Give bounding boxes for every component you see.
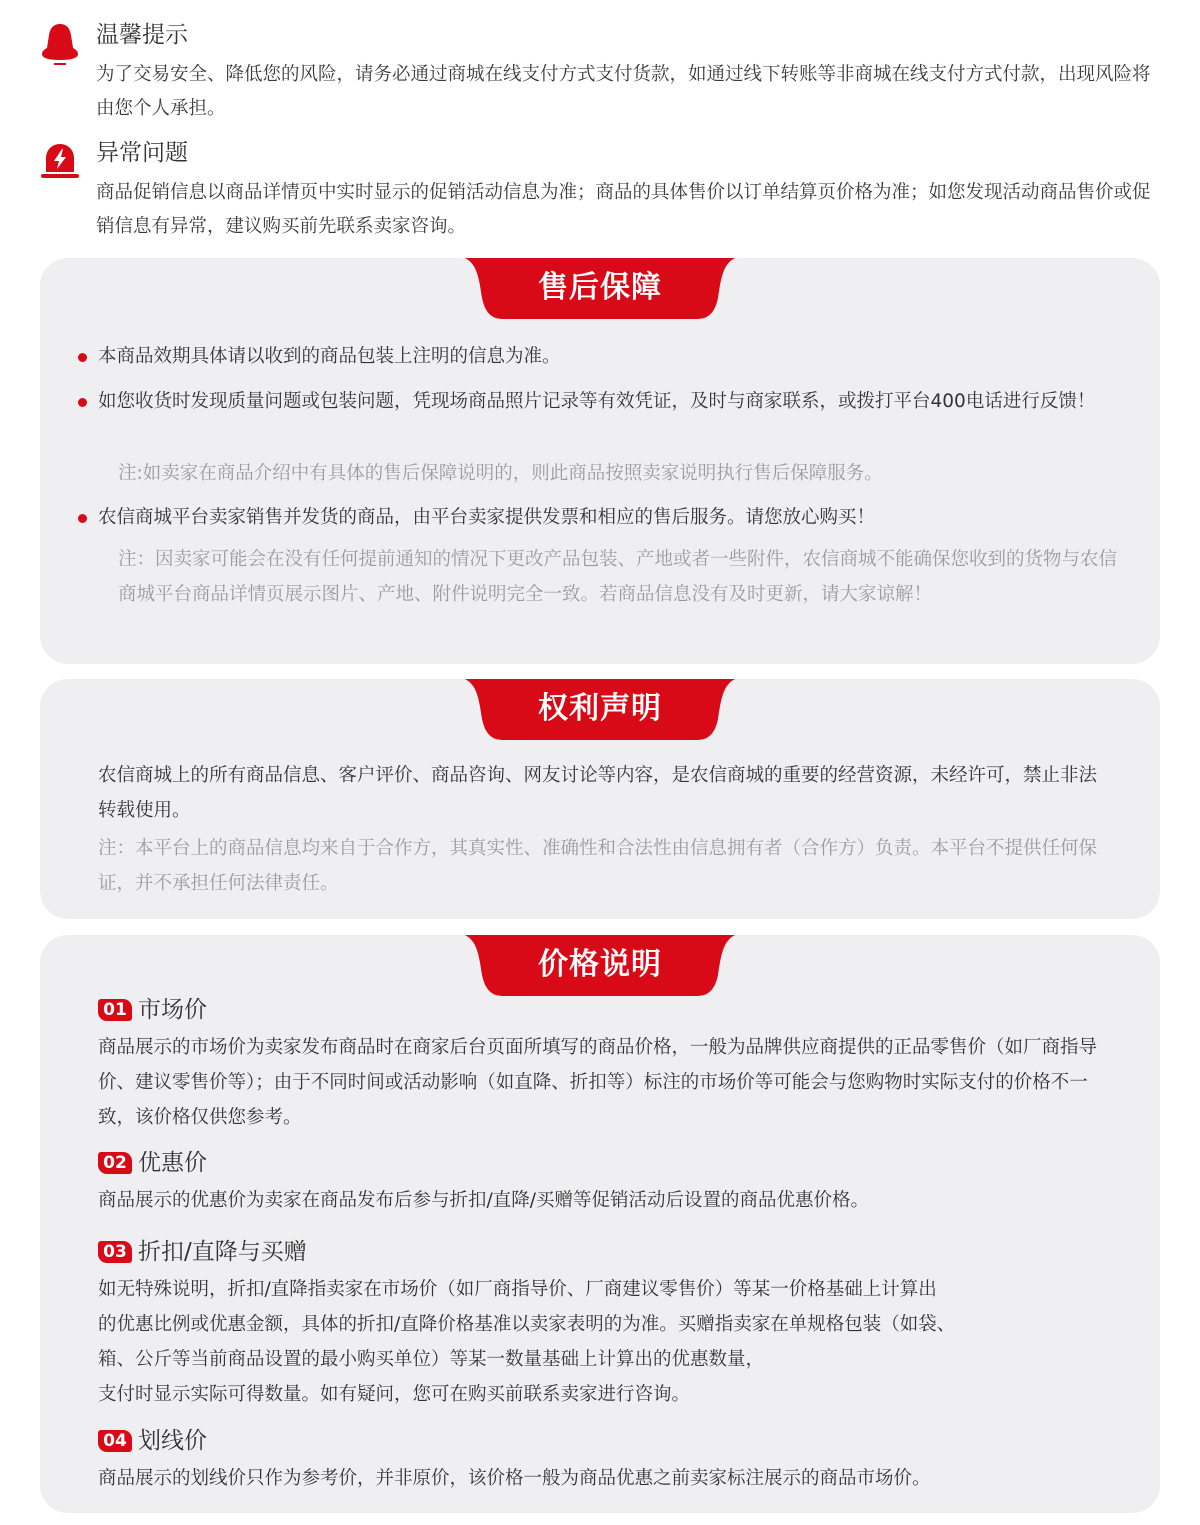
- number-badge: 04: [98, 1430, 132, 1452]
- price-section-title: 市场价: [138, 997, 207, 1023]
- tips-title: 温馨提示: [96, 22, 188, 48]
- number-badge: 02: [98, 1152, 132, 1174]
- tips-notice: [40, 18, 1170, 128]
- after-sales-item-2: 如您收货时发现质量问题或包装问题，凭现场商品照片记录等有效凭证，及时与商家联系，或拨打平台400电话进行反馈！: [98, 384, 1098, 419]
- price-tab-label: 价格说明: [538, 947, 662, 982]
- rights-tab: [465, 679, 735, 741]
- after-sales-item-3: 农信商城平台卖家销售并发货的商品，由平台卖家提供发票和相应的售后服务。请您放心购买！: [98, 500, 1098, 535]
- after-sales-tab-label: 售后保障: [538, 270, 662, 305]
- after-sales-item-1: 本商品效期具体请以收到的商品包装上注明的信息为准。: [98, 339, 1098, 374]
- price-section-title: 优惠价: [138, 1150, 207, 1176]
- price-section-04-head: [98, 1426, 207, 1456]
- price-section-02-head: [98, 1148, 207, 1178]
- bullet-dot: [78, 514, 87, 523]
- price-section-01-body: 商品展示的市场价为卖家发布商品时在商家后台页面所填写的商品价格，一般为品牌供应商提供的正品零售价（如厂商指导价、建议零售价等）；由于不同时间或活动影响（如直降、折扣等）标注的市场价等可能会与您购物时实际支付的价格不一致，该价格仅供您参考。: [98, 1037, 1098, 1128]
- number-badge: 03: [98, 1241, 132, 1263]
- tips-body: 为了交易安全、降低您的风险，请务必通过商城在线支付方式支付货款，如通过线下转账等非商城在线支付方式付款，出现风险将由您个人承担。: [96, 64, 1151, 119]
- rights-card: [40, 679, 1160, 919]
- bullet-dot: [78, 353, 87, 362]
- after-sales-card: [40, 258, 1160, 664]
- exception-body: 商品促销信息以商品详情页中实时显示的促销活动信息为准；商品的具体售价以订单结算页价格为准；如您发现活动商品售价或促销信息有异常，建议购买前先联系卖家咨询。: [96, 182, 1151, 237]
- exception-notice: [40, 136, 1170, 246]
- rights-body: 农信商城上的所有商品信息、客户评价、商品咨询、网友讨论等内容，是农信商城的重要的经营资源，未经许可，禁止非法转载使用。: [98, 765, 1098, 821]
- price-card: [40, 935, 1160, 1513]
- after-sales-note-2: 注:如卖家在商品介绍中有具体的售后保障说明的，则此商品按照卖家说明执行售后保障服务。: [118, 463, 883, 484]
- rights-note: 注：本平台上的商品信息均来自于合作方，其真实性、准确性和合法性由信息拥有者（合作方）负责。本平台不提供任何保证，并不承担任何法律责任。: [98, 838, 1098, 894]
- price-section-03-head: [98, 1237, 307, 1267]
- exception-title: 异常问题: [96, 140, 188, 166]
- rights-tab-label: 权利声明: [538, 691, 662, 726]
- bell-icon: [40, 22, 80, 62]
- price-tab: [465, 935, 735, 997]
- after-sales-note-3: 注：因卖家可能会在没有任何提前通知的情况下更改产品包装、产地或者一些附件，农信商城不能确保您收到的货物与农信商城平台商品详情页展示图片、产地、附件说明完全一致。若商品信息没有及时更新，请大家谅解！: [118, 549, 1118, 605]
- price-section-04-body: 商品展示的划线价只作为参考价，并非原价，该价格一般为商品优惠之前卖家标注展示的商品市场价。: [98, 1468, 931, 1489]
- bullet-dot: [78, 398, 87, 407]
- price-section-03-body: 如无特殊说明，折扣/直降指卖家在市场价（如厂商指导价、厂商建议零售价）等某一价格基础上计算出 的优惠比例或优惠金额，具体的折扣/直降价格基准以卖家表明的为准。买赠指卖家在单规格包装（如袋、 箱、公斤等当前商品设置的最小购买单位）等某一数量基础上计算出的优惠数量， 支付时显示实际可得数量。如有疑问，您可在购买前联系卖家进行咨询。: [98, 1279, 956, 1405]
- after-sales-tab: [465, 258, 735, 320]
- alarm-light-icon: [40, 140, 80, 180]
- price-section-title: 划线价: [138, 1428, 207, 1454]
- price-section-02-body: 商品展示的优惠价为卖家在商品发布后参与折扣/直降/买赠等促销活动后设置的商品优惠价格。: [98, 1190, 869, 1211]
- price-section-title: 折扣/直降与买赠: [138, 1239, 307, 1265]
- number-badge: 01: [98, 999, 132, 1021]
- price-section-01-head: [98, 995, 207, 1025]
